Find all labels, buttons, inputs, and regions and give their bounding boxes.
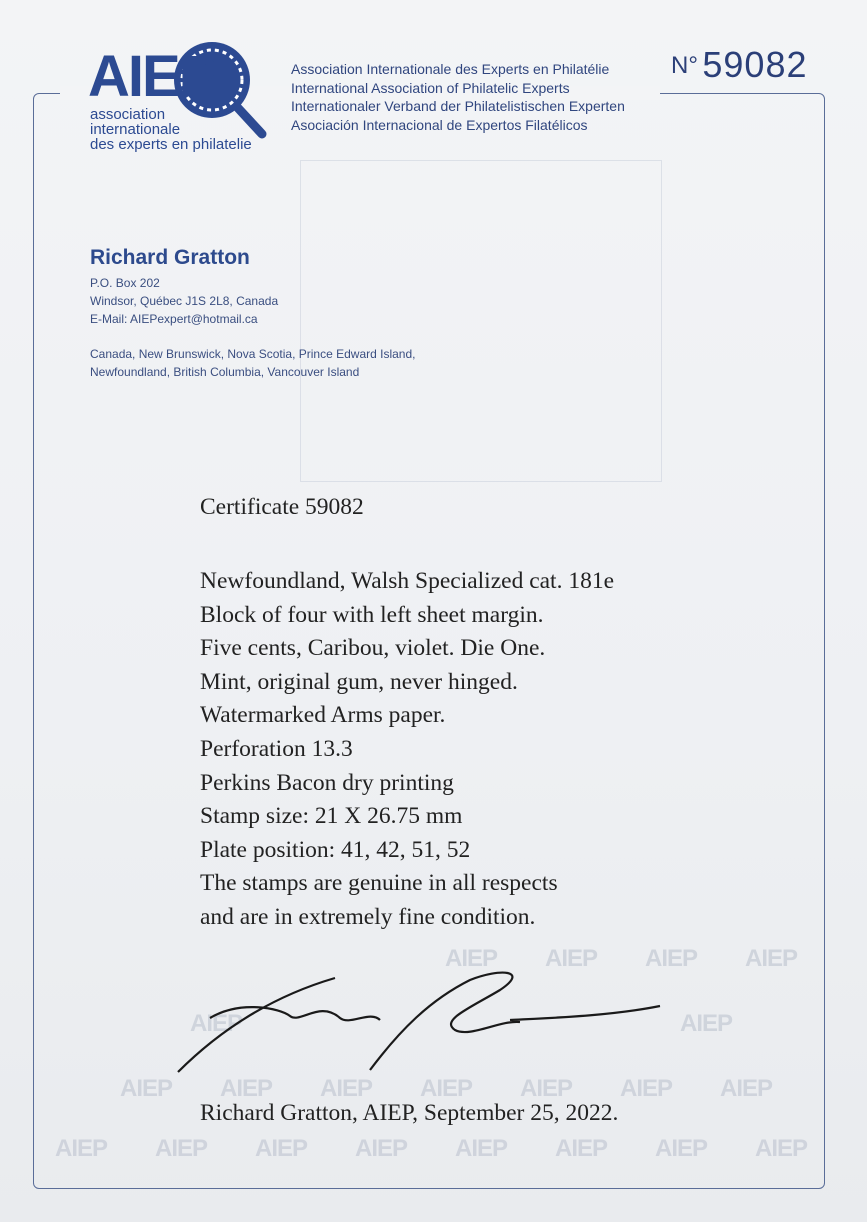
address-line-1: P.O. Box 202 xyxy=(90,276,160,290)
watermark-logo: AIEP xyxy=(520,1075,573,1102)
logo-line-3: des experts en philatelie xyxy=(90,136,252,153)
watermark-logo: AIEP xyxy=(320,1075,373,1102)
watermark-logo: AIEP xyxy=(190,1010,243,1037)
watermark-logo: AIEP xyxy=(755,1135,808,1162)
number-prefix: N° xyxy=(671,52,698,79)
watermark-logo: AIEP xyxy=(555,1135,608,1162)
signed-line: Richard Gratton, AIEP, September 25, 2022. xyxy=(200,1100,619,1126)
certificate-title: Certificate 59082 xyxy=(200,494,364,520)
expert-address xyxy=(90,274,278,328)
logo-acronym: AIEP xyxy=(88,44,216,109)
description-line: and are in extremely fine condition. xyxy=(200,903,536,930)
watermark-logo: AIEP xyxy=(545,945,598,972)
watermark-logo: AIEP xyxy=(445,945,498,972)
watermark-logo: AIEP xyxy=(620,1075,673,1102)
watermark-logo: AIEP xyxy=(420,1075,473,1102)
description-line: The stamps are genuine in all respects xyxy=(200,870,558,897)
description-line: Stamp size: 21 X 26.75 mm xyxy=(200,803,463,830)
association-name-es: Asociación Internacional de Expertos Filatélicos xyxy=(291,116,588,133)
watermark-logo: AIEP xyxy=(720,1075,773,1102)
watermark-logo: AIEP xyxy=(255,1135,308,1162)
association-name-fr: Association Internationale des Experts en Philatélie xyxy=(291,61,610,77)
association-names xyxy=(291,60,625,134)
logo-line-1: association xyxy=(90,106,166,123)
aiep-logo xyxy=(88,34,273,154)
description-line: Block of four with left sheet margin. xyxy=(200,601,544,628)
certificate-number xyxy=(671,44,808,86)
expert-name: Richard Gratton xyxy=(90,246,250,269)
expert-regions xyxy=(90,345,415,381)
watermark-logo: AIEP xyxy=(645,945,698,972)
watermark-logo: AIEP xyxy=(55,1135,108,1162)
watermark-logo: AIEP xyxy=(220,1075,273,1102)
description-line: Perforation 13.3 xyxy=(200,735,353,762)
certificate-description xyxy=(200,565,614,935)
watermark-logo: AIEP xyxy=(455,1135,508,1162)
number-value: 59082 xyxy=(702,44,808,85)
description-line: Five cents, Caribou, violet. Die One. xyxy=(200,635,546,662)
handwritten-signature xyxy=(170,960,690,1080)
association-name-en: International Association of Philatelic Experts xyxy=(291,79,570,96)
watermark-logo: AIEP xyxy=(155,1135,208,1162)
description-line: Mint, original gum, never hinged. xyxy=(200,668,518,695)
description-line: Plate position: 41, 42, 51, 52 xyxy=(200,836,471,863)
regions-line-2: Newfoundland, British Columbia, Vancouver Island xyxy=(90,365,360,379)
watermark-logo: AIEP xyxy=(655,1135,708,1162)
description-line: Watermarked Arms paper. xyxy=(200,702,446,729)
watermark-logo: AIEP xyxy=(355,1135,408,1162)
address-line-2: Windsor, Québec J1S 2L8, Canada xyxy=(90,294,279,308)
description-line: Perkins Bacon dry printing xyxy=(200,769,454,796)
watermark-logo: AIEP xyxy=(745,945,798,972)
watermark-logo: AIEP xyxy=(680,1010,733,1037)
watermark-logo: AIEP xyxy=(120,1075,173,1102)
logo-line-2: internationale xyxy=(90,121,181,138)
address-line-3: E-Mail: AIEPexpert@hotmail.ca xyxy=(90,312,258,326)
description-line: Newfoundland, Walsh Specialized cat. 181e xyxy=(200,568,615,594)
association-name-de: Internationaler Verband der Philatelistischen Experten xyxy=(291,98,625,114)
regions-line-1: Canada, New Brunswick, Nova Scotia, Prince Edward Island, xyxy=(90,347,416,361)
